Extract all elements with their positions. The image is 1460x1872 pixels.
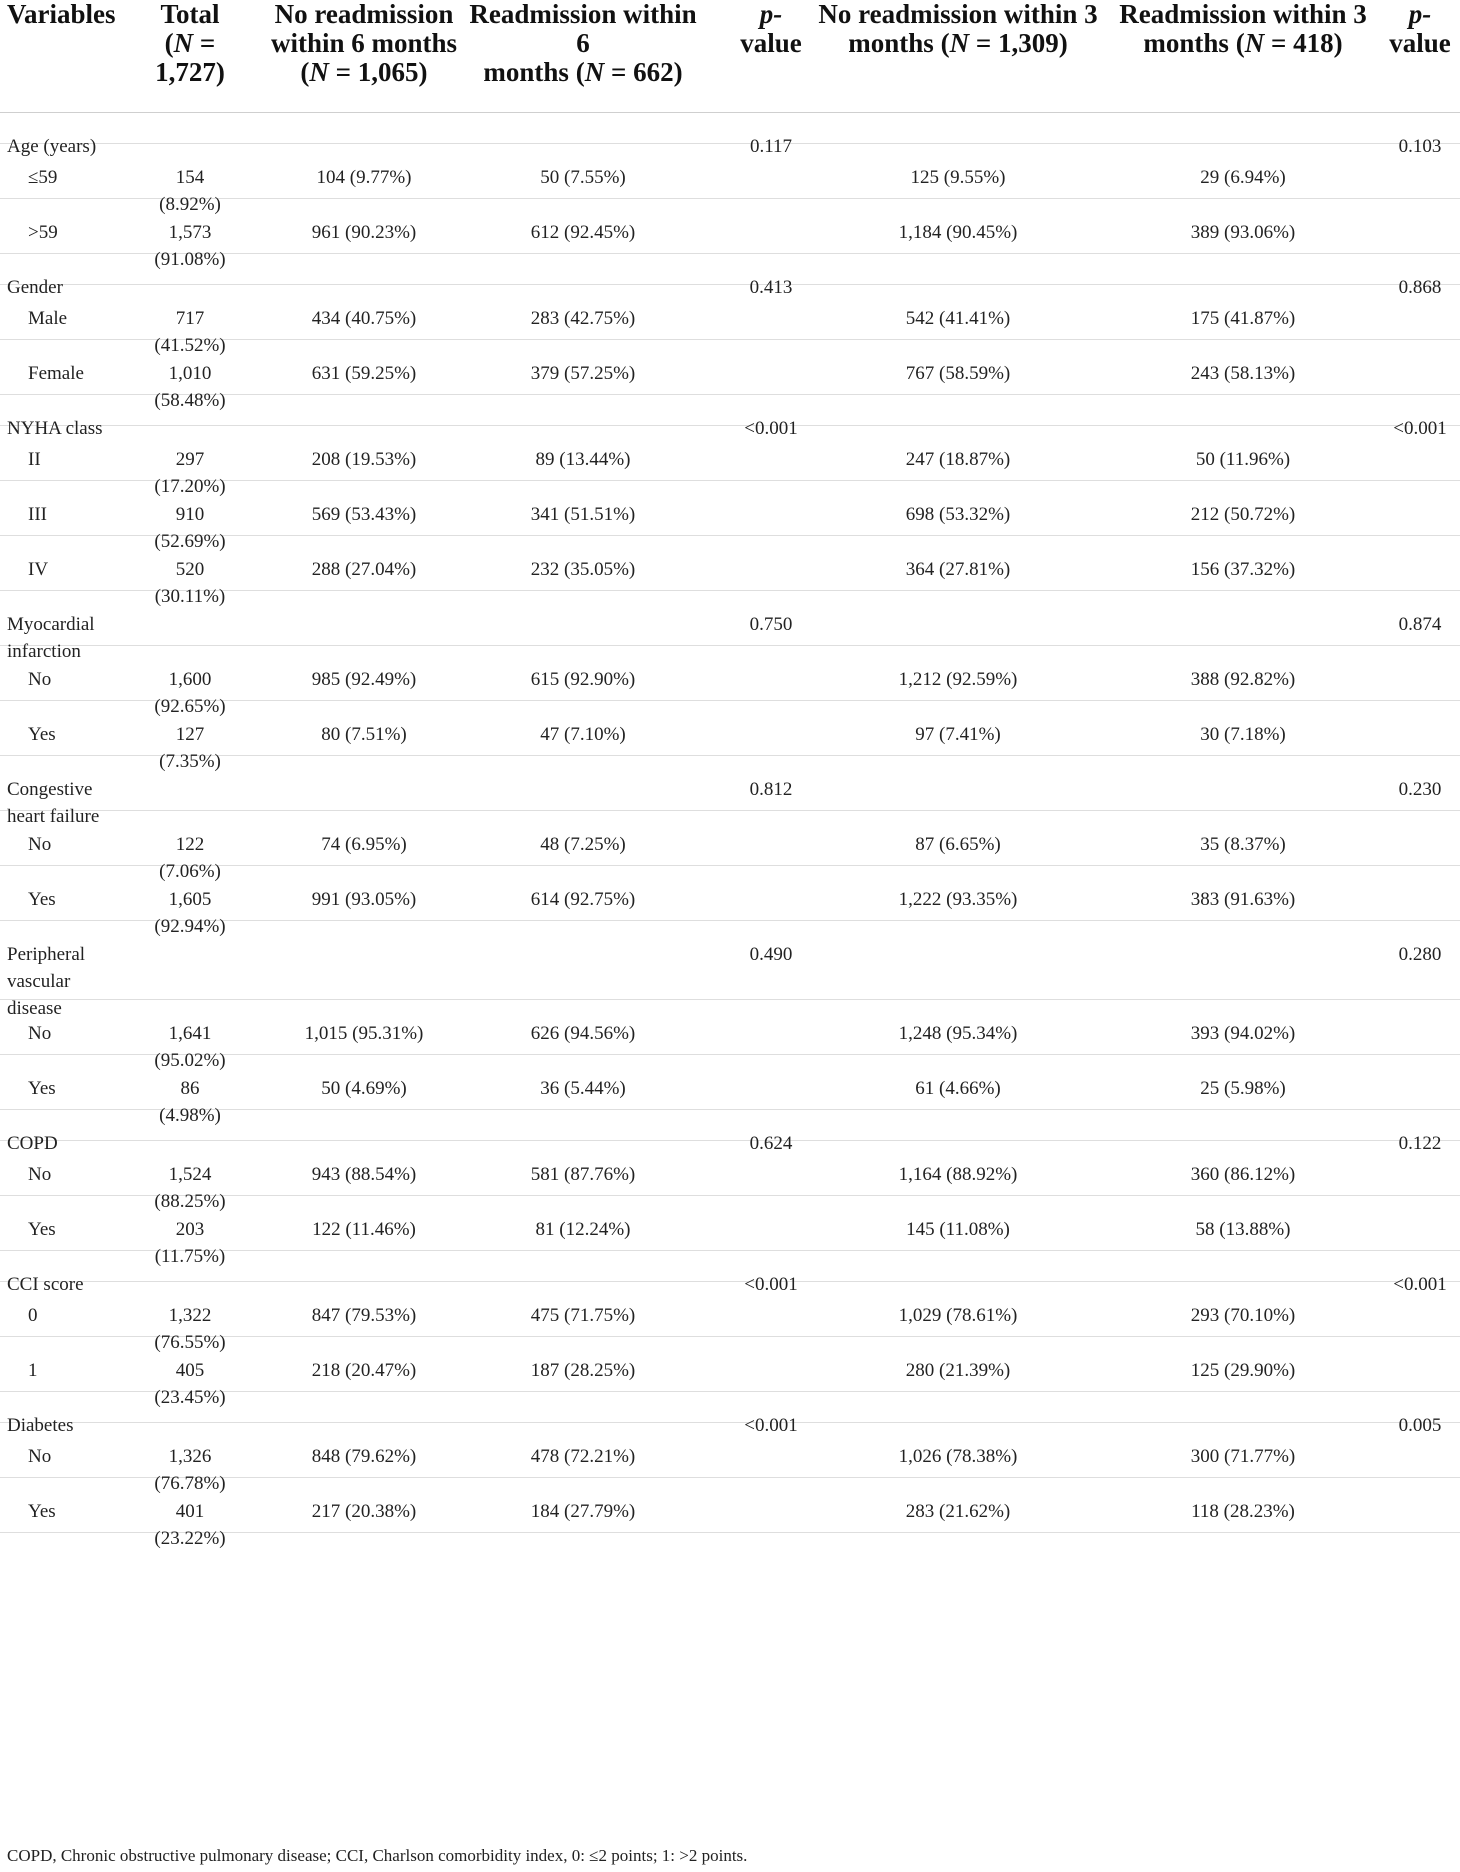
readmission-6m-value: 614 (92.75%) bbox=[530, 889, 636, 910]
variable-label bbox=[28, 501, 128, 528]
readmission-6m-value: 36 (5.44%) bbox=[540, 1078, 626, 1099]
label-line: Female bbox=[28, 363, 84, 384]
header-line: months (N = 662) bbox=[483, 57, 683, 87]
header-p-value-3m bbox=[1380, 0, 1460, 58]
no-readmission-6m-value: 74 (6.95%) bbox=[321, 834, 407, 855]
total-line: 86 bbox=[180, 1078, 200, 1099]
p-value-6m: 0.812 bbox=[749, 779, 793, 800]
variable-label bbox=[28, 666, 128, 693]
total-line: 1,600 bbox=[168, 669, 212, 690]
label-line: >59 bbox=[28, 222, 58, 243]
no-readmission-6m-value: 943 (88.54%) bbox=[311, 1164, 417, 1185]
no-readmission-6m-value: 847 (79.53%) bbox=[311, 1305, 417, 1326]
label-line: IV bbox=[28, 559, 49, 580]
p-value-3m: <0.001 bbox=[1393, 418, 1447, 439]
table-row bbox=[0, 199, 1460, 270]
header-line: No readmission bbox=[274, 0, 454, 29]
label-line: Yes bbox=[28, 889, 56, 910]
table-row-group bbox=[0, 1392, 1460, 1436]
p-italic: p- bbox=[759, 0, 783, 29]
table-row bbox=[0, 144, 1460, 215]
readmission-6m-value: 612 (92.45%) bbox=[530, 222, 636, 243]
label-line: Yes bbox=[28, 1219, 56, 1240]
p-italic: p- bbox=[1408, 0, 1432, 29]
readmission-3m-value: 293 (70.10%) bbox=[1190, 1305, 1296, 1326]
readmission-3m-value: 360 (86.12%) bbox=[1190, 1164, 1296, 1185]
readmission-6m-value: 379 (57.25%) bbox=[530, 363, 636, 384]
p-value-6m: 0.750 bbox=[749, 614, 793, 635]
total-line: 520 bbox=[175, 559, 205, 580]
label-line: Yes bbox=[28, 1078, 56, 1099]
no-readmission-3m-value: 283 (21.62%) bbox=[905, 1501, 1011, 1522]
no-readmission-6m-value: 122 (11.46%) bbox=[312, 1219, 416, 1240]
header-variables bbox=[7, 0, 135, 29]
no-readmission-6m-value: 50 (4.69%) bbox=[321, 1078, 407, 1099]
label-line: Myocardial bbox=[7, 614, 95, 635]
label-line: Age (years) bbox=[7, 136, 97, 157]
label-line: Congestive bbox=[7, 779, 93, 800]
readmission-6m-value: 81 (12.24%) bbox=[535, 1219, 631, 1240]
total-line: (76.55%) bbox=[154, 1332, 226, 1353]
no-readmission-3m-value: 125 (9.55%) bbox=[910, 167, 1006, 188]
header-line: value bbox=[740, 28, 802, 58]
table-row bbox=[0, 701, 1460, 772]
p-value-3m: 0.230 bbox=[1398, 779, 1442, 800]
total-line: 122 bbox=[175, 834, 205, 855]
readmission-6m-value: 89 (13.44%) bbox=[535, 449, 631, 470]
no-readmission-3m-value: 145 (11.08%) bbox=[906, 1219, 1010, 1240]
table-row bbox=[0, 1141, 1460, 1212]
n-suffix: = bbox=[193, 28, 216, 58]
total-value bbox=[138, 1498, 242, 1552]
total-line: (7.06%) bbox=[159, 861, 221, 882]
p-value-3m: 0.868 bbox=[1398, 277, 1442, 298]
table-row-group bbox=[0, 921, 1460, 1019]
label-line: Gender bbox=[7, 277, 63, 298]
readmission-6m-value: 581 (87.76%) bbox=[530, 1164, 636, 1185]
variable-label bbox=[28, 556, 128, 583]
readmission-3m-value: 156 (37.32%) bbox=[1190, 559, 1296, 580]
readmission-6m-value: 615 (92.90%) bbox=[530, 669, 636, 690]
table-row bbox=[0, 426, 1460, 497]
label-line: No bbox=[28, 834, 52, 855]
no-readmission-6m-value: 631 (59.25%) bbox=[311, 363, 417, 384]
no-readmission-6m-value: 569 (53.43%) bbox=[311, 504, 417, 525]
label-line: Peripheral bbox=[7, 944, 86, 965]
total-line: 297 bbox=[175, 449, 205, 470]
readmission-3m-value: 25 (5.98%) bbox=[1200, 1078, 1286, 1099]
total-line: (52.69%) bbox=[154, 531, 226, 552]
variable-label bbox=[28, 1216, 128, 1243]
header-line: (N = 1,065) bbox=[300, 57, 428, 87]
no-readmission-6m-value: 218 (20.47%) bbox=[311, 1360, 417, 1381]
total-line: (17.20%) bbox=[154, 476, 226, 497]
variable-label bbox=[28, 360, 128, 387]
readmission-3m-value: 389 (93.06%) bbox=[1190, 222, 1296, 243]
total-line: (91.08%) bbox=[154, 249, 226, 270]
label-line: Male bbox=[28, 308, 68, 329]
header-line: within 6 months bbox=[270, 28, 458, 58]
header-total bbox=[138, 0, 242, 87]
no-readmission-6m-value: 217 (20.38%) bbox=[311, 1501, 417, 1522]
no-readmission-3m-value: 1,222 (93.35%) bbox=[898, 889, 1018, 910]
total-line: 127 bbox=[175, 724, 205, 745]
variable-label bbox=[28, 305, 128, 332]
total-line: (88.25%) bbox=[154, 1191, 226, 1212]
total-line: 1,641 bbox=[168, 1023, 212, 1044]
table-header bbox=[0, 0, 1460, 113]
variable-label bbox=[28, 1357, 128, 1384]
total-line: 154 bbox=[175, 167, 205, 188]
header-readmission-6m bbox=[463, 0, 703, 87]
no-readmission-3m-value: 542 (41.41%) bbox=[905, 308, 1011, 329]
readmission-3m-value: 118 (28.23%) bbox=[1191, 1501, 1295, 1522]
readmission-6m-value: 626 (94.56%) bbox=[530, 1023, 636, 1044]
label-line: CCI score bbox=[7, 1274, 84, 1295]
p-value-6m: 0.624 bbox=[749, 1133, 793, 1154]
no-readmission-3m-value: 1,026 (78.38%) bbox=[898, 1446, 1018, 1467]
table-row bbox=[0, 1282, 1460, 1353]
variable-label bbox=[28, 1161, 128, 1188]
no-readmission-6m-value: 288 (27.04%) bbox=[311, 559, 417, 580]
readmission-6m-value: 475 (71.75%) bbox=[530, 1305, 636, 1326]
total-line: 910 bbox=[175, 504, 205, 525]
table-row bbox=[0, 536, 1460, 607]
no-readmission-6m-value: 80 (7.51%) bbox=[321, 724, 407, 745]
label-line: COPD bbox=[7, 1133, 58, 1154]
p-value-3m: <0.001 bbox=[1393, 1274, 1447, 1295]
label-line: NYHA class bbox=[7, 418, 103, 439]
variable-label bbox=[28, 164, 128, 191]
label-line: No bbox=[28, 1446, 52, 1467]
total-line: (58.48%) bbox=[154, 390, 226, 411]
header-p-value-6m bbox=[722, 0, 820, 58]
header-line: months (N = 1,309) bbox=[848, 28, 1068, 58]
no-readmission-6m-value: 848 (79.62%) bbox=[311, 1446, 417, 1467]
total-line: 1,573 bbox=[168, 222, 212, 243]
header-no-readmission-3m bbox=[818, 0, 1098, 58]
table-footnote: COPD, Chronic obstructive pulmonary disease; CCI, Charlson comorbidity index, 0: ≤2 points; 1: >2 points. bbox=[7, 1846, 748, 1865]
no-readmission-3m-value: 1,248 (95.34%) bbox=[898, 1023, 1018, 1044]
no-readmission-6m-value: 985 (92.49%) bbox=[311, 669, 417, 690]
readmission-6m-value: 48 (7.25%) bbox=[540, 834, 626, 855]
table-row bbox=[0, 1337, 1460, 1408]
header-line bbox=[138, 29, 242, 58]
total-line: (92.65%) bbox=[154, 696, 226, 717]
no-readmission-3m-value: 1,164 (88.92%) bbox=[898, 1164, 1018, 1185]
no-readmission-3m-value: 364 (27.81%) bbox=[905, 559, 1011, 580]
variable-label bbox=[28, 1443, 128, 1470]
label-line: heart failure bbox=[7, 806, 100, 827]
header-line: months (N = 418) bbox=[1143, 28, 1343, 58]
total-line: 1,322 bbox=[168, 1305, 212, 1326]
no-readmission-3m-value: 1,184 (90.45%) bbox=[898, 222, 1018, 243]
total-line: 203 bbox=[175, 1219, 205, 1240]
table-row bbox=[0, 340, 1460, 411]
header-no-readmission-6m bbox=[243, 0, 485, 87]
label-line: II bbox=[28, 449, 41, 470]
readmission-3m-value: 388 (92.82%) bbox=[1190, 669, 1296, 690]
readmission-6m-value: 187 (28.25%) bbox=[530, 1360, 636, 1381]
label-line: infarction bbox=[7, 641, 81, 662]
total-line: (4.98%) bbox=[159, 1105, 221, 1126]
p-value-6m: 0.413 bbox=[749, 277, 793, 298]
readmission-3m-value: 243 (58.13%) bbox=[1190, 363, 1296, 384]
no-readmission-6m-value: 208 (19.53%) bbox=[311, 449, 417, 470]
no-readmission-6m-value: 1,015 (95.31%) bbox=[304, 1023, 424, 1044]
label-line: Yes bbox=[28, 724, 56, 745]
no-readmission-3m-value: 1,212 (92.59%) bbox=[898, 669, 1018, 690]
total-line: 401 bbox=[175, 1501, 205, 1522]
p-value-6m: <0.001 bbox=[744, 418, 798, 439]
total-line: 1,605 bbox=[168, 889, 212, 910]
total-line: (30.11%) bbox=[154, 586, 226, 607]
label-line: No bbox=[28, 1164, 52, 1185]
header-line bbox=[722, 0, 820, 29]
total-line: 1,326 bbox=[168, 1446, 212, 1467]
total-line: (11.75%) bbox=[154, 1246, 226, 1267]
table-body bbox=[0, 113, 1460, 1833]
readmission-3m-value: 125 (29.90%) bbox=[1190, 1360, 1296, 1381]
label-line: disease bbox=[7, 998, 62, 1019]
no-readmission-3m-value: 698 (53.32%) bbox=[905, 504, 1011, 525]
label-line: 1 bbox=[28, 1360, 38, 1381]
table-row bbox=[0, 1423, 1460, 1494]
table-row-group bbox=[0, 756, 1460, 827]
readmission-3m-value: 300 (71.77%) bbox=[1190, 1446, 1296, 1467]
readmission-6m-value: 47 (7.10%) bbox=[540, 724, 626, 745]
total-line: (7.35%) bbox=[159, 751, 221, 772]
header-line: value bbox=[1389, 28, 1451, 58]
p-value-3m: 0.103 bbox=[1398, 136, 1442, 157]
readmission-3m-value: 58 (13.88%) bbox=[1195, 1219, 1291, 1240]
header-line: Variables bbox=[7, 0, 116, 29]
label-line: 0 bbox=[28, 1305, 38, 1326]
header-line: Readmission within 3 bbox=[1119, 0, 1367, 29]
p-value-6m: 0.117 bbox=[749, 136, 793, 157]
p-value-3m: 0.874 bbox=[1398, 614, 1442, 635]
readmission-3m-value: 383 (91.63%) bbox=[1190, 889, 1296, 910]
readmission-3m-value: 29 (6.94%) bbox=[1200, 167, 1286, 188]
table-row-group bbox=[0, 113, 1460, 157]
total-line: (95.02%) bbox=[154, 1050, 226, 1071]
label-line: vascular bbox=[7, 971, 71, 992]
table-row bbox=[0, 811, 1460, 882]
label-line: Yes bbox=[28, 1501, 56, 1522]
label-line: Diabetes bbox=[7, 1415, 74, 1436]
readmission-6m-value: 478 (72.21%) bbox=[530, 1446, 636, 1467]
total-line: 1,010 bbox=[168, 363, 212, 384]
readmission-3m-value: 212 (50.72%) bbox=[1190, 504, 1296, 525]
p-value-6m: 0.490 bbox=[749, 944, 793, 965]
table-row bbox=[0, 866, 1460, 937]
table-row-group bbox=[0, 395, 1460, 439]
no-readmission-3m-value: 767 (58.59%) bbox=[905, 363, 1011, 384]
header-line: Total bbox=[160, 0, 220, 29]
readmission-6m-value: 50 (7.55%) bbox=[540, 167, 626, 188]
total-line: 1,524 bbox=[168, 1164, 212, 1185]
variable-label bbox=[28, 1020, 128, 1047]
variable-label bbox=[28, 1498, 128, 1525]
table-row bbox=[0, 285, 1460, 356]
no-readmission-3m-value: 97 (7.41%) bbox=[915, 724, 1001, 745]
header-readmission-3m bbox=[1108, 0, 1378, 58]
table-row-group bbox=[0, 254, 1460, 298]
p-value-3m: 0.005 bbox=[1398, 1415, 1442, 1436]
table-row bbox=[0, 1055, 1460, 1126]
p-value-6m: <0.001 bbox=[744, 1274, 798, 1295]
no-readmission-6m-value: 991 (93.05%) bbox=[311, 889, 417, 910]
no-readmission-3m-value: 87 (6.65%) bbox=[915, 834, 1001, 855]
total-line: (23.22%) bbox=[154, 1528, 226, 1549]
variable-label bbox=[28, 1075, 128, 1102]
total-line: 717 bbox=[175, 308, 205, 329]
table-row-group bbox=[0, 1110, 1460, 1154]
total-line: (92.94%) bbox=[154, 916, 226, 937]
readmission-6m-value: 283 (42.75%) bbox=[530, 308, 636, 329]
no-readmission-6m-value: 434 (40.75%) bbox=[311, 308, 417, 329]
label-line: ≤59 bbox=[28, 167, 58, 188]
no-readmission-3m-value: 61 (4.66%) bbox=[915, 1078, 1001, 1099]
label-line: No bbox=[28, 1023, 52, 1044]
p-value-3m: 0.280 bbox=[1398, 944, 1442, 965]
variable-label bbox=[28, 886, 128, 913]
readmission-3m-value: 35 (8.37%) bbox=[1200, 834, 1286, 855]
header-line: 1,727) bbox=[155, 57, 225, 87]
total-line: (76.78%) bbox=[154, 1473, 226, 1494]
no-readmission-3m-value: 280 (21.39%) bbox=[905, 1360, 1011, 1381]
n-italic: N bbox=[173, 28, 194, 58]
total-line: (23.45%) bbox=[154, 1387, 226, 1408]
no-readmission-3m-value: 1,029 (78.61%) bbox=[898, 1305, 1018, 1326]
p-value-3m: 0.122 bbox=[1398, 1133, 1442, 1154]
readmission-6m-value: 184 (27.79%) bbox=[530, 1501, 636, 1522]
header-line: Readmission within 6 bbox=[469, 0, 697, 58]
variable-label bbox=[28, 831, 128, 858]
total-line: (41.52%) bbox=[154, 335, 226, 356]
readmission-3m-value: 175 (41.87%) bbox=[1190, 308, 1296, 329]
readmission-3m-value: 30 (7.18%) bbox=[1200, 724, 1286, 745]
n-prefix: ( bbox=[164, 28, 174, 58]
no-readmission-3m-value: 247 (18.87%) bbox=[905, 449, 1011, 470]
variable-label bbox=[28, 1302, 128, 1329]
label-line: No bbox=[28, 669, 52, 690]
header-line bbox=[1380, 0, 1460, 29]
table-row-group bbox=[0, 591, 1460, 662]
readmission-3m-value: 50 (11.96%) bbox=[1195, 449, 1291, 470]
variable-label bbox=[28, 219, 128, 246]
readmission-6m-value: 232 (35.05%) bbox=[530, 559, 636, 580]
header-line: No readmission within 3 bbox=[818, 0, 1098, 29]
no-readmission-6m-value: 961 (90.23%) bbox=[311, 222, 417, 243]
table-row bbox=[0, 481, 1460, 552]
table-row-group bbox=[0, 1251, 1460, 1295]
variable-label bbox=[28, 721, 128, 748]
total-line: 405 bbox=[175, 1360, 205, 1381]
variable-label bbox=[28, 446, 128, 473]
no-readmission-6m-value: 104 (9.77%) bbox=[316, 167, 412, 188]
table-row bbox=[0, 1000, 1460, 1071]
p-value-6m: <0.001 bbox=[744, 1415, 798, 1436]
table-row bbox=[0, 1478, 1460, 1549]
label-line: III bbox=[28, 504, 47, 525]
table-row bbox=[0, 1196, 1460, 1267]
table-row bbox=[0, 646, 1460, 717]
readmission-6m-value: 341 (51.51%) bbox=[530, 504, 636, 525]
readmission-3m-value: 393 (94.02%) bbox=[1190, 1023, 1296, 1044]
total-line: (8.92%) bbox=[159, 194, 221, 215]
